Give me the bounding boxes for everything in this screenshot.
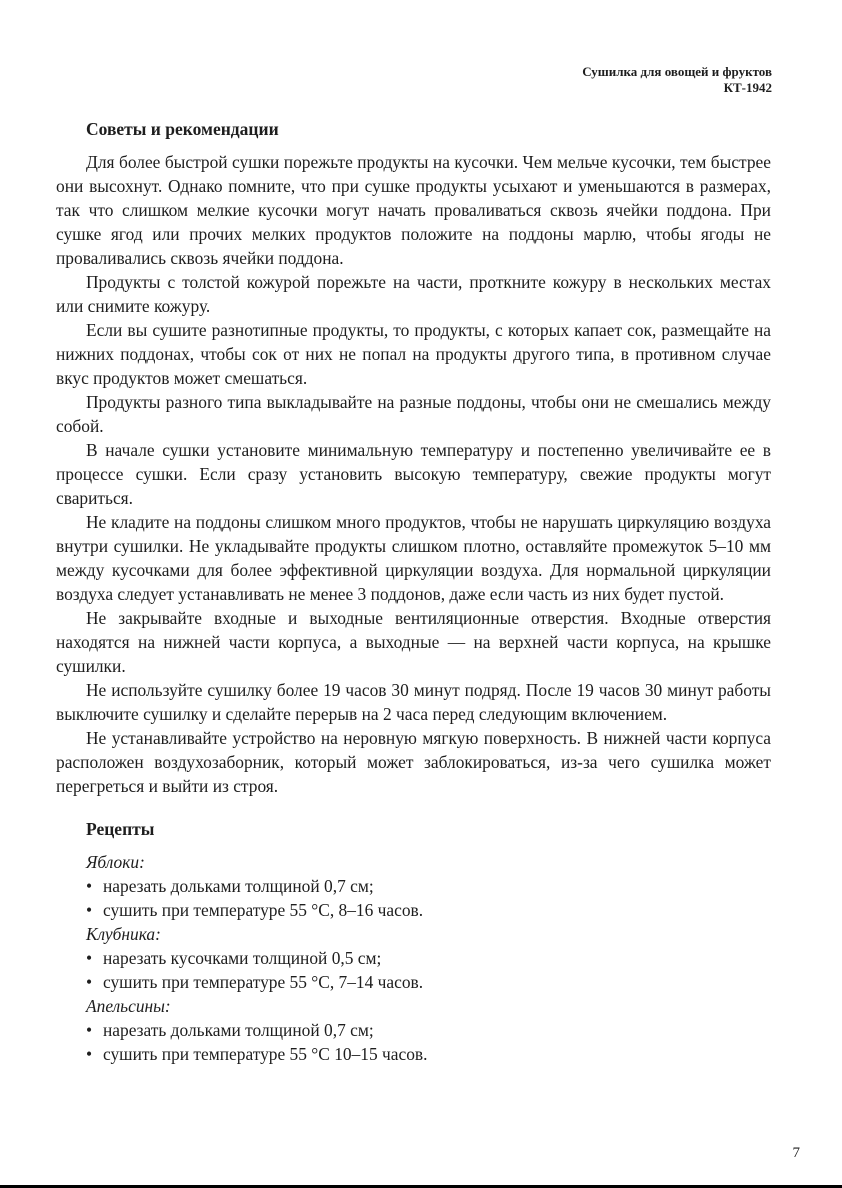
page-content xyxy=(56,117,771,1066)
tips-paragraph: Не закрывайте входные и выходные вентиляционные отверстия. Входные отверстия находятся на нижней части корпуса, а выходные — на верхней части корпуса, на крышке сушилки. xyxy=(56,608,771,676)
running-header xyxy=(582,64,772,96)
recipe-step: • нарезать дольками толщиной 0,7 см; xyxy=(86,1018,771,1042)
tips-paragraph: Продукты разного типа выкладывайте на разные поддоны, чтобы они не смешались между собой. xyxy=(56,392,771,436)
tips-paragraph: Если вы сушите разнотипные продукты, то продукты, с которых капает сок, размещайте на нижних поддонах, чтобы сок от них не попал на продукты другого типа, в противном случае вкус продуктов может смешаться. xyxy=(56,320,771,388)
recipe-strawberries xyxy=(86,922,771,994)
recipe-step: • нарезать кусочками толщиной 0,5 см; xyxy=(86,946,771,970)
tips-paragraph: Не кладите на поддоны слишком много продуктов, чтобы не нарушать циркуляцию воздуха внутри сушилки. Не укладывайте продукты слишком плотно, оставляйте промежуток 5–10 мм между кусочками для более эффективной циркуляции воздуха. Для нормальной циркуляции воздуха следует устанавливать не менее 3 поддонов, даже если часть из них будет пустой. xyxy=(56,512,771,604)
tips-paragraph: В начале сушки установите минимальную температуру и постепенно увеличивайте ее в процессе сушки. Если сразу установить высокую температуру, свежие продукты могут свариться. xyxy=(56,440,771,508)
page-number: 7 xyxy=(792,1145,800,1161)
header-model: КТ-1942 xyxy=(723,80,772,95)
recipe-oranges xyxy=(86,994,771,1066)
recipes-section xyxy=(56,817,771,1066)
recipes-heading: Рецепты xyxy=(86,819,155,839)
recipe-name: Клубника: xyxy=(86,924,161,944)
recipe-apples xyxy=(86,850,771,922)
header-product-name: Сушилка для овощей и фруктов xyxy=(582,64,772,79)
recipe-name: Апельсины: xyxy=(86,996,171,1016)
tips-paragraph: Для более быстрой сушки порежьте продукты на кусочки. Чем мельче кусочки, тем быстрее они высохнут. Однако помните, что при сушке продукты усыхают и уменьшаются в размерах, так что слишком мелкие кусочки могут начать проваливаться сквозь ячейки поддона. При сушке ягод или прочих мелких продуктов положите на поддоны марлю, чтобы ягоды не проваливались сквозь ячейки поддона. xyxy=(56,152,771,268)
tips-paragraph: Не устанавливайте устройство на неровную мягкую поверхность. В нижней части корпуса расположен воздухозаборник, который может заблокироваться, из-за чего сушилка может перегреться и выйти из строя. xyxy=(56,728,771,796)
recipe-step: • нарезать дольками толщиной 0,7 см; xyxy=(86,874,771,898)
tips-paragraph: Продукты с толстой кожурой порежьте на части, проткните кожуру в нескольких местах или снимите кожуру. xyxy=(56,272,771,316)
tips-heading: Советы и рекомендации xyxy=(86,119,279,139)
recipe-step: • сушить при температуре 55 °C 10–15 часов. xyxy=(86,1042,771,1066)
tips-paragraph: Не используйте сушилку более 19 часов 30 минут подряд. После 19 часов 30 минут работы выключите сушилку и сделайте перерыв на 2 часа перед следующим включением. xyxy=(56,680,771,724)
recipe-step: • сушить при температуре 55 °C, 7–14 часов. xyxy=(86,970,771,994)
recipe-step: • сушить при температуре 55 °C, 8–16 часов. xyxy=(86,898,771,922)
recipe-name: Яблоки: xyxy=(86,852,145,872)
